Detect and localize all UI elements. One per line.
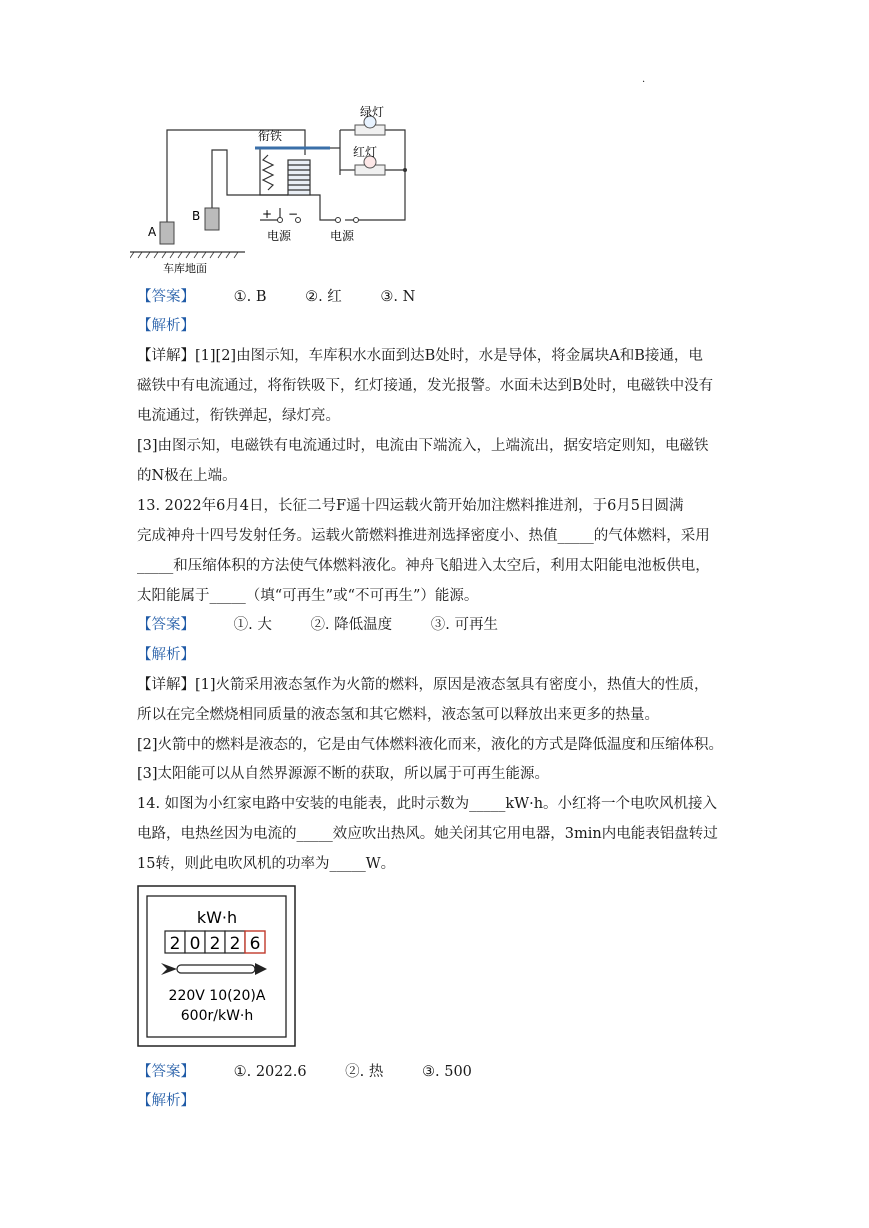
q13-detail-2: 所以在完全燃烧相同质量的液态氢和其它燃料，液态氢可以释放出来更多的热量。 — [137, 707, 659, 723]
label-minus: − — [288, 207, 299, 221]
q14-answer-3: ③. 500 — [422, 1064, 472, 1080]
q13-analysis-tag: 【解析】 — [137, 647, 195, 663]
q12-detail-5: 的N极在上端。 — [137, 468, 237, 484]
label-garage-floor: 车库地面 — [163, 262, 207, 275]
relay-circuit-diagram — [130, 100, 420, 280]
label-plus: + — [262, 207, 273, 221]
q13-question-4: 太阳能属于_____（填“可再生”或“不可再生”）能源。 — [137, 588, 479, 604]
q13-detail-1: 【详解】[1]火箭采用液态氢作为火箭的燃料，原因是液态氢具有密度小，热值大的性质， — [137, 677, 709, 693]
q13-question-2: 完成神舟十四号发射任务。运载火箭燃料推进剂选择密度小、热值_____的气体燃料，采用 — [137, 528, 710, 544]
q12-answer-3: ③. N — [380, 289, 416, 305]
answer-tag: 【答案】 — [137, 617, 195, 633]
answer-tag: 【答案】 — [137, 289, 195, 305]
q12-answer-1: ①. B — [233, 289, 267, 305]
label-block-b: B — [192, 209, 201, 223]
meter-digit-5: 6 — [249, 934, 261, 954]
q13-question-1: 13. 2022年6月4日，长征二号F遥十四运载火箭开始加注燃料推进剂，于6月5日圆满 — [137, 498, 684, 514]
q14-question-2: 电路，电热丝因为电流的_____效应吹出热风。她关闭其它用电器，3min内电能表铝盘转过 — [137, 826, 718, 842]
q12-detail-2: 磁铁中有电流通过，将衔铁吸下，红灯接通，发光报警。水面未达到B处时，电磁铁中没有 — [137, 378, 714, 394]
meter-digit-1: 2 — [169, 934, 181, 954]
detail-tag: 【详解】 — [137, 677, 195, 693]
meter-unit: kW·h — [196, 908, 238, 927]
q13-detail-4: [3]太阳能可以从自然界源源不断的获取，所以属于可再生能源。 — [137, 766, 550, 782]
q12-detail-1: 【详解】[1][2]由图示知，车库积水水面到达B处时，水是导体，将金属块A和B接通，电 — [137, 348, 703, 364]
top-mark: . — [642, 74, 646, 85]
q13-answer-line — [137, 615, 498, 635]
electric-meter-figure — [137, 885, 297, 1048]
meter-digit-2: 0 — [189, 934, 201, 954]
q13-question-3: _____和压缩体积的方法使气体燃料液化。神舟飞船进入太空后，利用太阳能电池板供电， — [137, 558, 710, 574]
q14-answer-2: ②. 热 — [345, 1064, 384, 1080]
answer-tag: 【答案】 — [137, 1064, 195, 1080]
q14-question-1: 14. 如图为小红家电路中安装的电能表，此时示数为_____kW·h。小红将一个电吹风机接入 — [137, 796, 718, 812]
q14-answer-1: ①. 2022.6 — [233, 1064, 307, 1080]
label-block-a: A — [148, 225, 157, 239]
label-power-2: 电源 — [330, 229, 355, 243]
q13-answer-2: ②. 降低温度 — [310, 617, 393, 633]
label-armature: 衔铁 — [258, 129, 283, 143]
q13-detail-3: [2]火箭中的燃料是液态的，它是由气体燃料液化而来，液化的方式是降低温度和压缩体积。 — [137, 737, 724, 753]
q13-answer-1: ①. 大 — [233, 617, 272, 633]
q13-answer-3: ③. 可再生 — [430, 617, 498, 633]
q14-answer-line — [137, 1062, 472, 1082]
q12-detail-4: [3]由图示知，电磁铁有电流通过时，电流由下端流入，上端流出，据安培定则知，电磁铁 — [137, 438, 709, 454]
q14-question-3: 15转，则此电吹风机的功率为_____W。 — [137, 856, 396, 872]
meter-digit-4: 2 — [229, 934, 241, 954]
q12-analysis-tag: 【解析】 — [137, 318, 195, 334]
meter-rating: 220V 10(20)A — [168, 988, 266, 1004]
label-red-lamp: 红灯 — [353, 145, 378, 159]
label-power-1: 电源 — [267, 229, 292, 243]
label-green-lamp: 绿灯 — [360, 105, 385, 119]
q12-answer-2: ②. 红 — [305, 289, 342, 305]
meter-constant: 600r/kW·h — [180, 1008, 254, 1024]
meter-digit-3: 2 — [209, 934, 221, 954]
detail-tag: 【详解】 — [137, 348, 195, 364]
q12-detail-3: 电流通过，衔铁弹起，绿灯亮。 — [137, 408, 340, 424]
q12-answer-line — [137, 287, 415, 307]
q14-analysis-tag: 【解析】 — [137, 1093, 195, 1109]
